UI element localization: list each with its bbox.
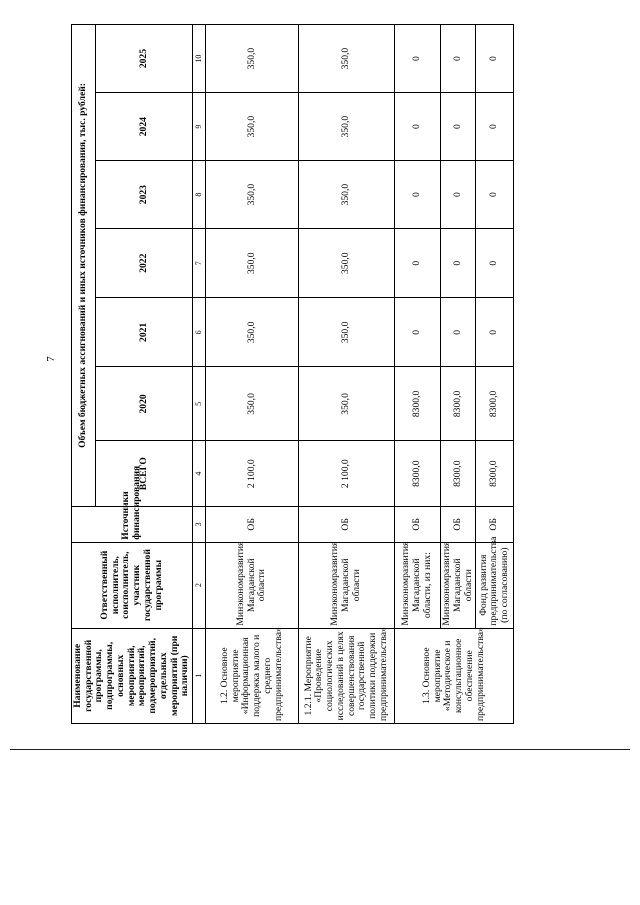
row-value: 350,0 xyxy=(206,298,299,367)
row-value: 2 100,0 xyxy=(299,441,395,507)
column-number: 9 xyxy=(193,93,206,161)
row-value: 350,0 xyxy=(299,298,395,367)
row-value: 8300,0 xyxy=(441,367,476,441)
row-value: 8300,0 xyxy=(476,441,514,507)
row-value: 350,0 xyxy=(206,25,299,93)
row-name: 1.2.1. Мероприятие «Проведение социологических исследований в целях совершенствования государственной политики поддержки предпринимательства» xyxy=(299,628,395,723)
row-value: 350,0 xyxy=(299,229,395,298)
table-row xyxy=(206,25,299,724)
row-source: ОБ xyxy=(395,506,441,542)
table-row xyxy=(441,25,476,724)
header-year-2025: 2025 xyxy=(95,25,192,93)
header-source: Источники финансирования xyxy=(72,506,193,542)
row-executor: Фонд развития предпринимательства (по согласованию) xyxy=(476,542,514,628)
header-year-2024: 2024 xyxy=(95,93,192,161)
row-value: 0 xyxy=(441,298,476,367)
header-year-2022: 2022 xyxy=(95,229,192,298)
row-value: 0 xyxy=(476,298,514,367)
header-name: Наименование государственной программы, подпрограммы, основных мероприятий, мероприятий, подмероприятий, отдельных мероприятий (при наличии) xyxy=(72,628,193,723)
row-value: 0 xyxy=(476,93,514,161)
column-number: 8 xyxy=(193,161,206,229)
row-value: 0 xyxy=(476,229,514,298)
header-volume: Объем бюджетных ассигнований и иных источников финансирования, тыс. рублей: xyxy=(72,25,96,507)
row-value: 8300,0 xyxy=(395,441,441,507)
row-value: 8300,0 xyxy=(476,367,514,441)
header-year-2021: 2021 xyxy=(95,298,192,367)
row-value: 0 xyxy=(476,161,514,229)
row-value: 350,0 xyxy=(299,25,395,93)
row-executor: Минэкономразвития Магаданской области xyxy=(206,542,299,628)
row-value: 350,0 xyxy=(299,161,395,229)
column-number: 3 xyxy=(193,506,206,542)
column-number: 10 xyxy=(193,25,206,93)
column-number: 4 xyxy=(193,441,206,507)
row-executor: Минэкономразвития Магаданской области xyxy=(299,542,395,628)
row-value: 0 xyxy=(395,25,441,93)
row-value: 350,0 xyxy=(299,93,395,161)
rotated-table-page xyxy=(71,24,631,724)
row-value: 0 xyxy=(395,93,441,161)
financing-table xyxy=(71,24,514,724)
row-source: ОБ xyxy=(441,506,476,542)
row-name: 1.2. Основное мероприятие «Информационная поддержка малого и среднего предпринимательства» xyxy=(206,628,299,723)
row-value: 350,0 xyxy=(299,367,395,441)
row-value: 8300,0 xyxy=(395,367,441,441)
header-executor: Ответственный исполнитель, соисполнитель, участник государственной программы xyxy=(72,542,193,628)
column-number: 6 xyxy=(193,298,206,367)
row-name: 1.3. Основное мероприятие «Методическое и консультационное обеспечение предпринимательства» xyxy=(395,628,514,723)
row-value: 8300,0 xyxy=(441,441,476,507)
column-number: 2 xyxy=(193,542,206,628)
table-row xyxy=(299,25,395,724)
row-source: ОБ xyxy=(206,506,299,542)
table-row xyxy=(476,25,514,724)
row-value: 0 xyxy=(441,229,476,298)
row-value: 0 xyxy=(441,93,476,161)
table-row xyxy=(395,25,441,724)
row-source: ОБ xyxy=(476,506,514,542)
row-value: 350,0 xyxy=(206,367,299,441)
row-value: 0 xyxy=(395,229,441,298)
row-value: 0 xyxy=(441,25,476,93)
row-executor: Минэкономразвития Магаданской области, из них: xyxy=(395,542,441,628)
column-number: 5 xyxy=(193,367,206,441)
header-year-total: ВСЕГО xyxy=(95,441,192,507)
header-year-2023: 2023 xyxy=(95,161,192,229)
page-divider xyxy=(10,749,630,750)
row-value: 350,0 xyxy=(206,161,299,229)
header-year-2020: 2020 xyxy=(95,367,192,441)
row-executor: Минэкономразвития Магаданской области xyxy=(441,542,476,628)
page-number: 7 xyxy=(44,356,57,362)
column-number-row xyxy=(193,25,206,724)
row-value: 2 100,0 xyxy=(206,441,299,507)
row-source: ОБ xyxy=(299,506,395,542)
row-value: 0 xyxy=(395,298,441,367)
row-value: 0 xyxy=(476,25,514,93)
row-value: 0 xyxy=(441,161,476,229)
row-value: 350,0 xyxy=(206,229,299,298)
row-value: 0 xyxy=(395,161,441,229)
column-number: 7 xyxy=(193,229,206,298)
column-number: 1 xyxy=(193,628,206,723)
row-value: 350,0 xyxy=(206,93,299,161)
